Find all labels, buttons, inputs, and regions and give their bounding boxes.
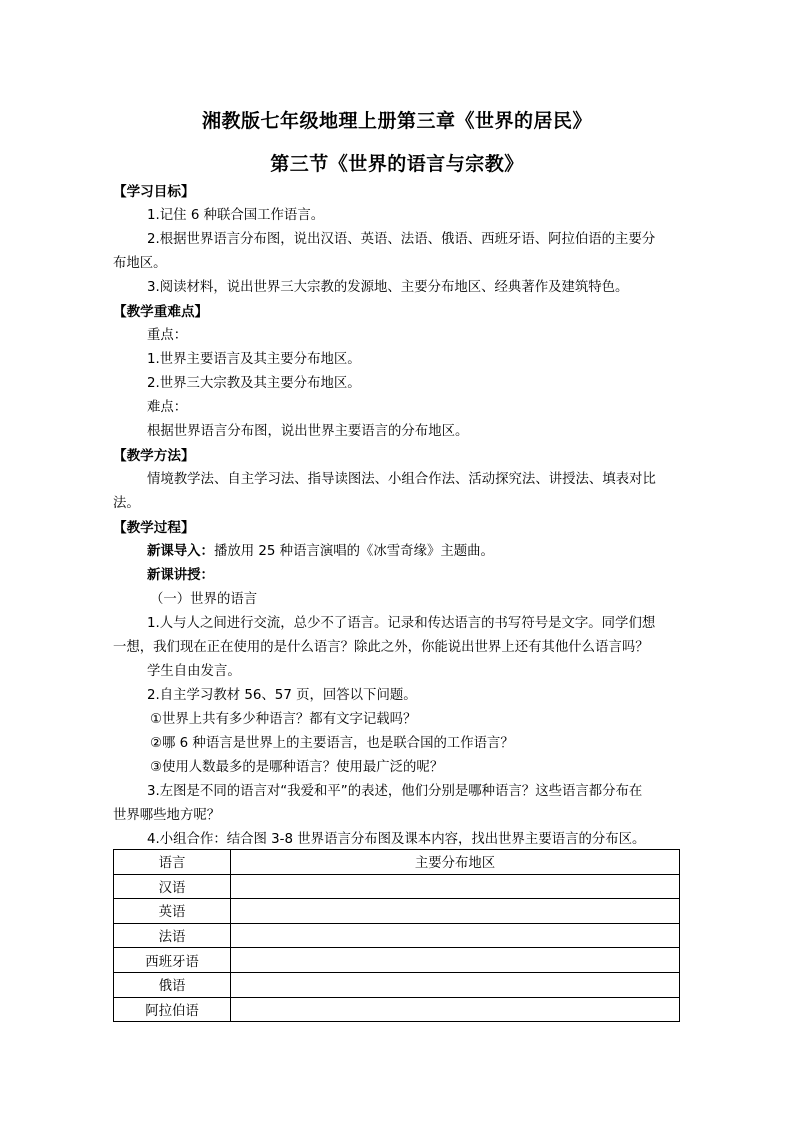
heading-learning-goals: 【学习目标】 [113, 184, 195, 200]
intro-line [147, 543, 494, 561]
language-cell: 法语 [114, 923, 231, 948]
intro-label: 新课导入： [147, 544, 214, 559]
para-3-line-1: 3.左图是不同的语言对“我爱和平”的表述，他们分别是哪种语言？这些语言都分布在 [147, 784, 643, 799]
key-item-1: 1.世界主要语言及其主要分布地区。 [147, 352, 361, 367]
region-cell[interactable] [231, 948, 680, 973]
document-subtitle: 第三节《世界的语言与宗教》 [270, 153, 524, 175]
heading-process: 【教学过程】 [113, 520, 195, 536]
region-cell[interactable] [231, 874, 680, 899]
goal-item-2: 2.根据世界语言分布图，说出汉语、英语、法语、俄语、西班牙语、阿拉伯语的主要分 [147, 232, 656, 247]
goal-item-3: 3.阅读材料，说出世界三大宗教的发源地、主要分布地区、经典著作及建筑特色。 [147, 280, 629, 295]
lecture-label: 新课讲授： [147, 568, 214, 583]
para-1-line-2: 一想，我们现在正在使用的是什么语言？除此之外，你能说出世界上还有其他什么语言吗？ [113, 640, 649, 655]
part-1-heading: （一）世界的语言 [150, 592, 258, 607]
methods-line-1: 情境教学法、自主学习法、指导读图法、小组合作法、活动探究法、讲授法、填表对比 [147, 472, 656, 487]
para-3-line-2: 世界哪些地方呢？ [113, 808, 221, 823]
table-row [114, 948, 680, 973]
language-distribution-table [113, 849, 680, 1022]
para-1-line-3: 学生自由发言。 [147, 664, 241, 679]
table-row [114, 874, 680, 899]
language-cell: 西班牙语 [114, 948, 231, 973]
table-row [114, 899, 680, 924]
key-label: 重点： [147, 328, 188, 343]
question-1: ①世界上共有多少种语言？都有文字记载吗？ [150, 712, 417, 727]
table-row [114, 997, 680, 1022]
document-title: 湘教版七年级地理上册第三章《世界的居民》 [201, 110, 592, 132]
methods-line-2: 法。 [113, 496, 140, 511]
para-1-line-1: 1.人与人之间进行交流，总少不了语言。记录和传达语言的书写符号是文字。同学们想 [147, 616, 656, 631]
table-header-language: 语言 [114, 850, 231, 875]
language-cell: 汉语 [114, 874, 231, 899]
language-cell: 英语 [114, 899, 231, 924]
table-row [114, 972, 680, 997]
question-2: ②哪 6 种语言是世界上的主要语言，也是联合国的工作语言？ [150, 736, 514, 751]
table-header-region: 主要分布地区 [231, 850, 680, 875]
goal-item-2-cont: 布地区。 [113, 256, 167, 271]
goal-item-1: 1.记住 6 种联合国工作语言。 [147, 208, 325, 223]
heading-key-points: 【教学重难点】 [113, 304, 209, 320]
difficult-item: 根据世界语言分布图，说出世界主要语言的分布地区。 [147, 424, 469, 439]
region-cell[interactable] [231, 923, 680, 948]
region-cell[interactable] [231, 997, 680, 1022]
heading-methods: 【教学方法】 [113, 448, 195, 464]
table-header-row [114, 850, 680, 875]
para-2: 2.自主学习教材 56、57 页，回答以下问题。 [147, 688, 417, 703]
table-row [114, 923, 680, 948]
region-cell[interactable] [231, 972, 680, 997]
para-4: 4.小组合作：结合图 3-8 世界语言分布图及课本内容，找出世界主要语言的分布区。 [147, 832, 646, 847]
question-3: ③使用人数最多的是哪种语言？使用最广泛的呢？ [150, 760, 444, 775]
region-cell[interactable] [231, 899, 680, 924]
language-cell: 俄语 [114, 972, 231, 997]
intro-text: 播放用 25 种语言演唱的《冰雪奇缘》主题曲。 [213, 544, 494, 559]
key-item-2: 2.世界三大宗教及其主要分布地区。 [147, 376, 361, 391]
language-cell: 阿拉伯语 [114, 997, 231, 1022]
difficult-label: 难点： [147, 400, 188, 415]
